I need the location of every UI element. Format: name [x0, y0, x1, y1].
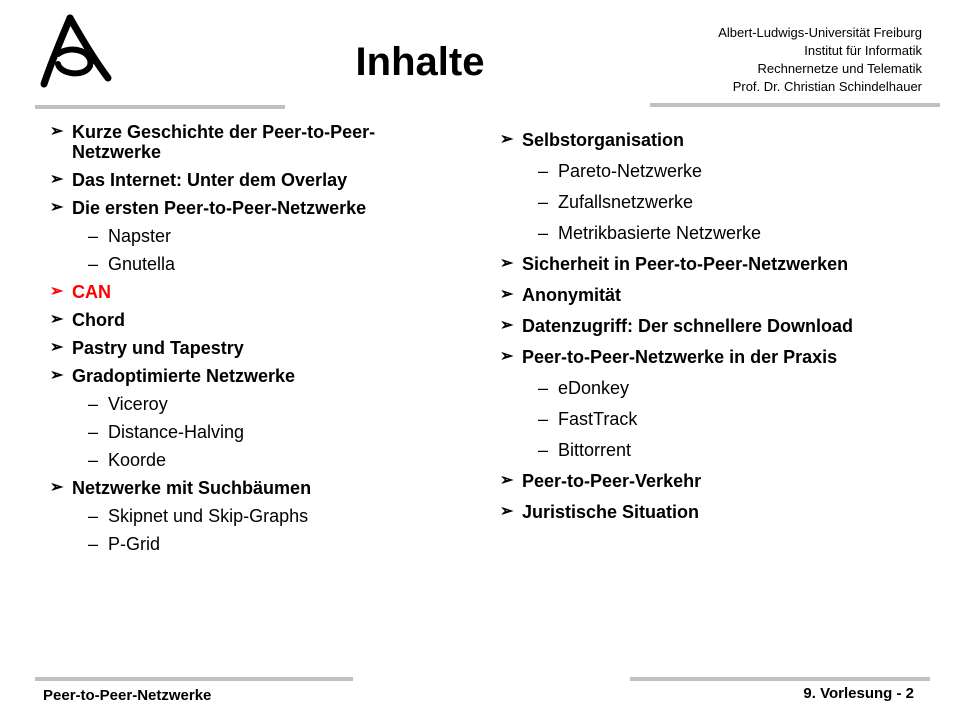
toc-item[interactable] [500, 254, 930, 274]
arrow-bullet-icon: ➢ [500, 472, 514, 489]
toc-subitem[interactable] [500, 409, 930, 429]
arrow-bullet-icon: ➢ [50, 339, 64, 356]
toc-subitem-label: Bittorrent [558, 440, 632, 460]
toc-item[interactable] [50, 122, 440, 162]
toc-item-label: Sicherheit in Peer-to-Peer-Netzwerken [522, 254, 849, 274]
toc-subitem[interactable] [50, 506, 440, 526]
toc-item[interactable] [50, 198, 440, 218]
toc-item[interactable] [500, 471, 930, 491]
dash-bullet: – [88, 506, 99, 526]
toc-subitem[interactable] [500, 440, 930, 460]
toc-item-current[interactable] [50, 282, 440, 302]
arrow-bullet-icon: ➢ [50, 311, 64, 328]
toc-right-column [500, 130, 930, 533]
dash-bullet: – [538, 223, 549, 243]
toc-item-label: Chord [72, 310, 125, 330]
toc-item-label: Gradoptimierte Netzwerke [72, 366, 296, 386]
dash-bullet: – [88, 450, 99, 470]
dash-bullet: – [88, 226, 99, 246]
toc-subitem[interactable] [50, 226, 440, 246]
toc-item-label: Anonymität [522, 285, 621, 305]
toc-subitem[interactable] [500, 223, 930, 243]
university-name: Albert-Ludwigs-Universität Freiburg [718, 25, 922, 40]
toc-subitem[interactable] [50, 450, 440, 470]
footer-lecture-number: 9. Vorlesung - 2 [803, 685, 914, 702]
toc-subitem-label: Distance-Halving [108, 422, 245, 442]
header-rule-right [650, 103, 940, 107]
dash-bullet: – [538, 409, 549, 429]
toc-item-label: CAN [72, 282, 111, 302]
toc-subitem-label: FastTrack [558, 409, 638, 429]
toc-item[interactable] [500, 285, 930, 305]
toc-subitem[interactable] [50, 534, 440, 554]
professor-name: Prof. Dr. Christian Schindelhauer [732, 79, 922, 94]
toc-item[interactable] [500, 347, 930, 367]
page-title: Inhalte [355, 40, 485, 84]
toc-subitem-label: P-Grid [108, 534, 161, 554]
toc-item-label: Das Internet: Unter dem Overlay [72, 170, 348, 190]
dash-bullet: – [538, 440, 549, 460]
toc-item[interactable] [50, 338, 440, 358]
toc-subitem-label: eDonkey [558, 378, 630, 398]
dash-bullet: – [88, 422, 99, 442]
toc-item-label: Peer-to-Peer-Verkehr [522, 471, 702, 491]
department-name: Rechnernetze und Telematik [757, 61, 922, 76]
toc-item-label: Netzwerke mit Suchbäumen [72, 478, 312, 498]
arrow-bullet-icon: ➢ [50, 123, 64, 140]
toc-item[interactable] [50, 478, 440, 498]
toc-left-column [50, 122, 440, 562]
dash-bullet: – [538, 378, 549, 398]
toc-item[interactable] [50, 310, 440, 330]
footer-rule-left [35, 677, 353, 681]
dash-bullet: – [88, 254, 99, 274]
arrow-bullet-icon: ➢ [500, 503, 514, 520]
toc-item-label: Selbstorganisation [522, 130, 685, 150]
arrow-bullet-icon: ➢ [50, 283, 64, 300]
toc-item[interactable] [500, 316, 930, 336]
toc-item[interactable] [50, 366, 440, 386]
arrow-bullet-icon: ➢ [50, 199, 64, 216]
dash-bullet: – [88, 534, 99, 554]
footer-rule-right [630, 677, 930, 681]
toc-item-label: Datenzugriff: Der schnellere Download [522, 316, 854, 336]
arrow-bullet-icon: ➢ [500, 317, 514, 334]
dash-bullet: – [538, 161, 549, 181]
toc-subitem-label: Koorde [108, 450, 167, 470]
toc-subitem[interactable] [500, 161, 930, 181]
toc-item[interactable] [50, 170, 440, 190]
arrow-bullet-icon: ➢ [50, 479, 64, 496]
arrow-bullet-icon: ➢ [500, 131, 514, 148]
toc-item[interactable] [500, 130, 930, 150]
arrow-bullet-icon: ➢ [50, 171, 64, 188]
toc-item[interactable] [500, 502, 930, 522]
dash-bullet: – [538, 192, 549, 212]
toc-subitem[interactable] [50, 394, 440, 414]
arrow-bullet-icon: ➢ [500, 255, 514, 272]
toc-item-label: Kurze Geschichte der Peer-to-Peer-Netzwerke [72, 122, 376, 162]
toc-item-label: Pastry und Tapestry [72, 338, 244, 358]
toc-subitem-label: Zufallsnetzwerke [558, 192, 694, 212]
arrow-bullet-icon: ➢ [500, 348, 514, 365]
arrow-bullet-icon: ➢ [50, 367, 64, 384]
arrow-bullet-icon: ➢ [500, 286, 514, 303]
toc-subitem-label: Napster [108, 226, 172, 246]
toc-subitem[interactable] [500, 192, 930, 212]
dash-bullet: – [88, 394, 99, 414]
toc-subitem[interactable] [500, 378, 930, 398]
toc-subitem[interactable] [50, 422, 440, 442]
toc-subitem-label: Gnutella [108, 254, 176, 274]
footer-course-title: Peer-to-Peer-Netzwerke [43, 687, 212, 704]
toc-subitem-label: Skipnet und Skip-Graphs [108, 506, 309, 526]
affiliation-block [718, 24, 922, 96]
toc-item-label: Juristische Situation [522, 502, 700, 522]
institute-name: Institut für Informatik [804, 43, 922, 58]
toc-item-label: Die ersten Peer-to-Peer-Netzwerke [72, 198, 367, 218]
toc-item-label: Peer-to-Peer-Netzwerke in der Praxis [522, 347, 838, 367]
toc-subitem[interactable] [50, 254, 440, 274]
toc-subitem-label: Metrikbasierte Netzwerke [558, 223, 762, 243]
header-rule-left [35, 105, 285, 109]
toc-subitem-label: Viceroy [108, 394, 168, 414]
toc-subitem-label: Pareto-Netzwerke [558, 161, 703, 181]
